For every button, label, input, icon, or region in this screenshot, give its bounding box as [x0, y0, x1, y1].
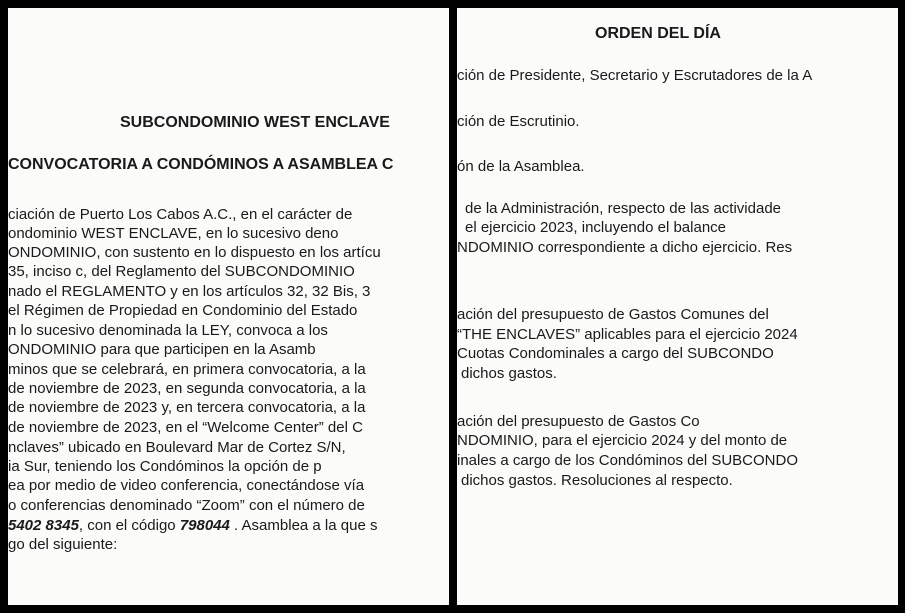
code-suffix: . Asamblea a la que s — [229, 517, 378, 534]
body-line: ONDOMINIO para que participen en la Asamb — [8, 341, 316, 358]
body-line: o conferencias denominado “Zoom” con el número de — [8, 497, 365, 514]
agenda-title: ORDEN DEL DÍA — [595, 25, 721, 42]
convocation-heading: CONVOCATORIA A CONDÓMINOS A ASAMBLEA C — [8, 156, 394, 173]
code-prefix: , con el código — [78, 517, 180, 534]
agenda-line: NDOMINIO, para el ejercicio 2024 y del monto de — [457, 432, 788, 449]
agenda-line: Cuotas Condominales a cargo del SUBCONDO — [457, 345, 774, 362]
body-line: nclaves” ubicado en Boulevard Mar de Cortez S/N, — [8, 439, 346, 456]
agenda-line: dichos gastos. — [461, 365, 557, 382]
body-line: go del siguiente: — [8, 536, 118, 553]
right-page-scan — [457, 8, 898, 605]
agenda-line: “THE ENCLAVES” aplicables para el ejercicio 2024 — [457, 326, 798, 343]
body-line: minos que se celebrará, en primera convocatoria, a la — [8, 361, 366, 378]
agenda-line: dichos gastos. Resoluciones al respecto. — [461, 472, 733, 489]
agenda-line: ción de Presidente, Secretario y Escrutadores de la A — [457, 67, 813, 84]
agenda-line: ción de Escrutinio. — [457, 113, 580, 130]
agenda-line: inales a cargo de los Condóminos del SUBCONDO — [457, 452, 798, 469]
agenda-line: NDOMINIO correspondiente a dicho ejercicio. Res — [457, 239, 793, 256]
agenda-line: ón de la Asamblea. — [457, 158, 585, 175]
left-page-scan — [8, 8, 449, 605]
body-line: ciación de Puerto Los Cabos A.C., en el carácter de — [8, 206, 353, 223]
body-line: de noviembre de 2023, en segunda convocatoria, a la — [8, 380, 366, 397]
body-line: de noviembre de 2023 y, en tercera convocatoria, a la — [8, 399, 366, 416]
body-line: el Régimen de Propiedad en Condominio del Estado — [8, 302, 358, 319]
access-code: 798044 — [179, 517, 230, 534]
meeting-number: 5402 8345 — [8, 517, 79, 534]
agenda-line: el ejercicio 2023, incluyendo el balance — [465, 219, 727, 236]
body-line: de noviembre de 2023, en el “Welcome Center” del C — [8, 419, 363, 436]
document-title: SUBCONDOMINIO WEST ENCLAVE — [120, 114, 390, 131]
agenda-line: ación del presupuesto de Gastos Co — [457, 413, 700, 430]
agenda-line: de la Administración, respecto de las actividade — [465, 200, 782, 217]
body-line: ondominio WEST ENCLAVE, en lo sucesivo deno — [8, 225, 339, 242]
body-line: ONDOMINIO, con sustento en lo dispuesto en los artícu — [8, 244, 381, 261]
body-line: 35, inciso c, del Reglamento del SUBCONDOMINIO — [8, 263, 355, 280]
body-line: ea por medio de video conferencia, conectándose vía — [8, 477, 365, 494]
agenda-line: ación del presupuesto de Gastos Comunes del — [457, 306, 769, 323]
body-line: ia Sur, teniendo los Condóminos la opción de p — [8, 458, 322, 475]
body-line: nado el REGLAMENTO y en los artículos 32, 32 Bis, 3 — [8, 283, 371, 300]
body-line: n lo sucesivo denominada la LEY, convoca a los — [8, 322, 328, 339]
meeting-details-line — [8, 517, 377, 534]
